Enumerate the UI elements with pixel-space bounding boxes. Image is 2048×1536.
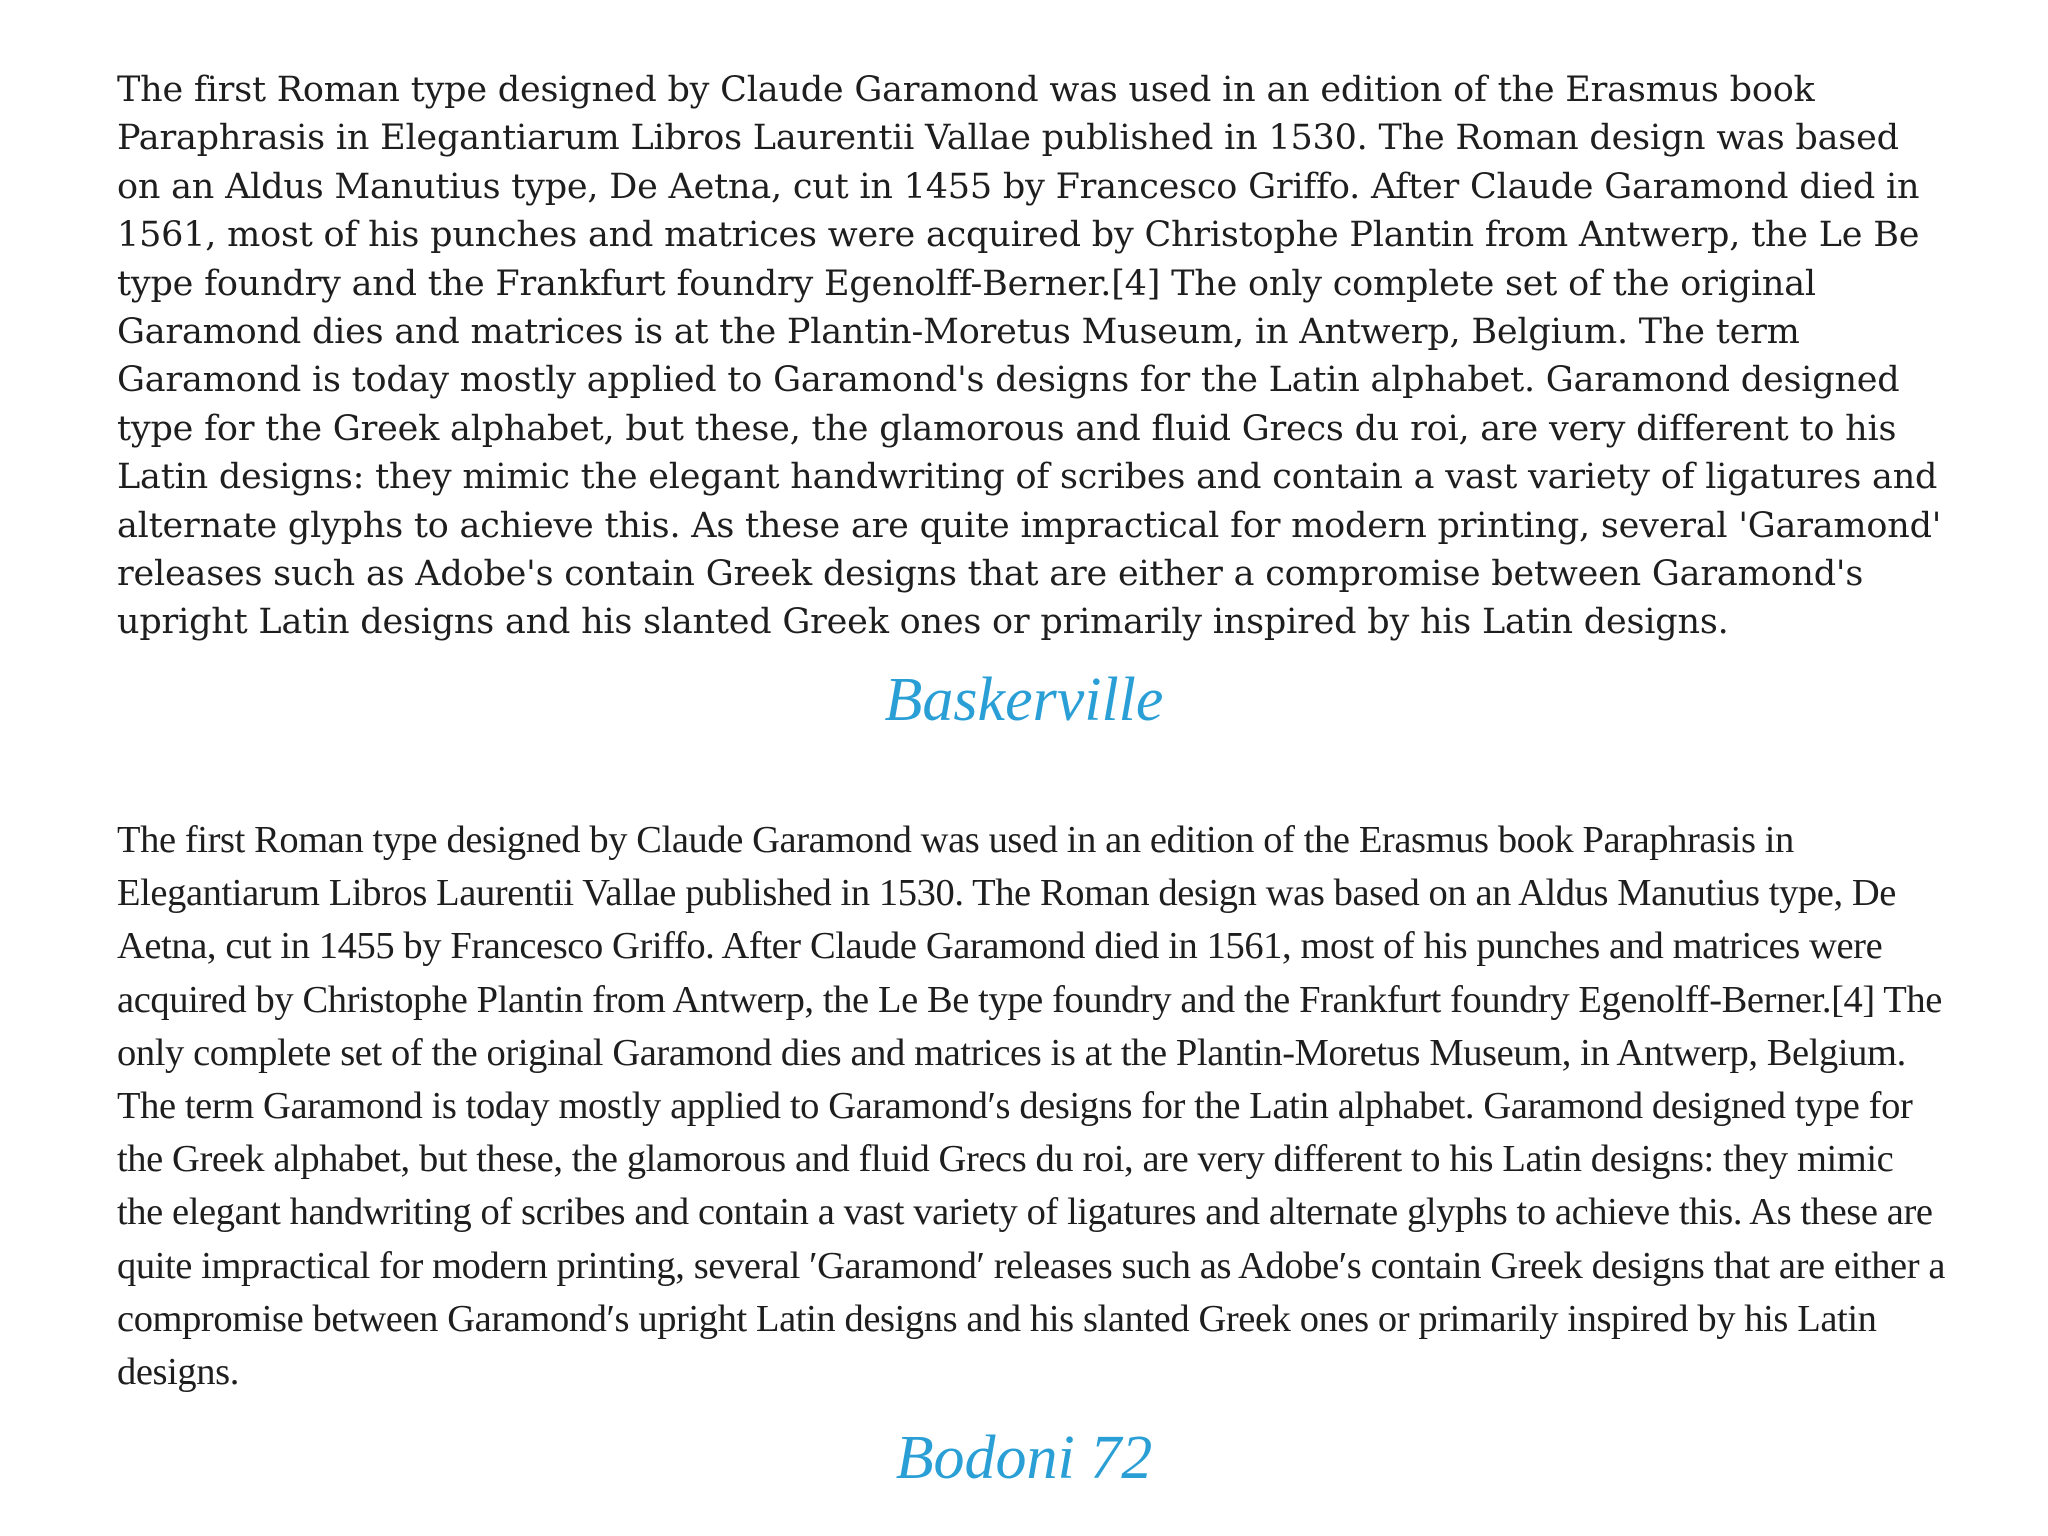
- specimen-paragraph-baskerville: The first Roman type designed by Claude Garamond was used in an edition of the Erasmus book Paraphrasis in Elegantiarum Libros Laurentii Vallae published in 1530. The Roman design was based on an Aldus Manutius type, De Aetna, cut in 1455 by Francesco Griffo. After Claude Garamond died in 1561, most of his punches and matrices were acquired by Christophe Plantin from Antwerp, the Le Be type foundry and the Frankfurt foundry Egenolff-Berner.[4] The only complete set of the original Garamond dies and matrices is at the Plantin-Moretus Museum, in Antwerp, Belgium. The term Garamond is today mostly applied to Garamond's designs for the Latin alphabet. Garamond designed type for the Greek alphabet, but these, the glamorous and fluid Grecs du roi, are very different to his Latin designs: they mimic the elegant handwriting of scribes and contain a vast variety of ligatures and alternate glyphs to achieve this. As these are quite impractical for modern printing, several 'Garamond' releases such as Adobe's contain Greek designs that are either a compromise between Garamond's upright Latin designs and his slanted Greek ones or primarily inspired by his Latin designs.: [117, 70, 1942, 643]
- specimen-paragraph-bodoni: The first Roman type designed by Claude Garamond was used in an edition of the Erasmus book Paraphrasis in Elegantiarum Libros Laurentii Vallae published in 1530. The Roman design was based on an Aldus Manutius type, De Aetna, cut in 1455 by Francesco Griffo. After Claude Garamond died in 1561, most of his punches and matrices were acquired by Christophe Plantin from Antwerp, the Le Be type foundry and the Frankfurt foundry Egenolff-Berner.[4] The only complete set of the original Garamond dies and matrices is at the Plantin-Moretus Museum, in Antwerp, Belgium. The term Garamond is today mostly applied to Garamond′s designs for the Latin alphabet. Garamond designed type for the Greek alphabet, but these, the glamorous and fluid Grecs du roi, are very different to his Latin designs: they mimic the elegant handwriting of scribes and contain a vast variety of ligatures and alternate glyphs to achieve this. As these are quite impractical for modern printing, several ′Garamond′ releases such as Adobe′s contain Greek designs that are either a compromise between Garamond′s upright Latin designs and his slanted Greek ones or primarily inspired by his Latin designs.: [117, 819, 1946, 1394]
- font-name-heading-bodoni: Bodoni 72: [895, 1424, 1153, 1492]
- font-name-heading-baskerville: Baskerville: [884, 666, 1164, 734]
